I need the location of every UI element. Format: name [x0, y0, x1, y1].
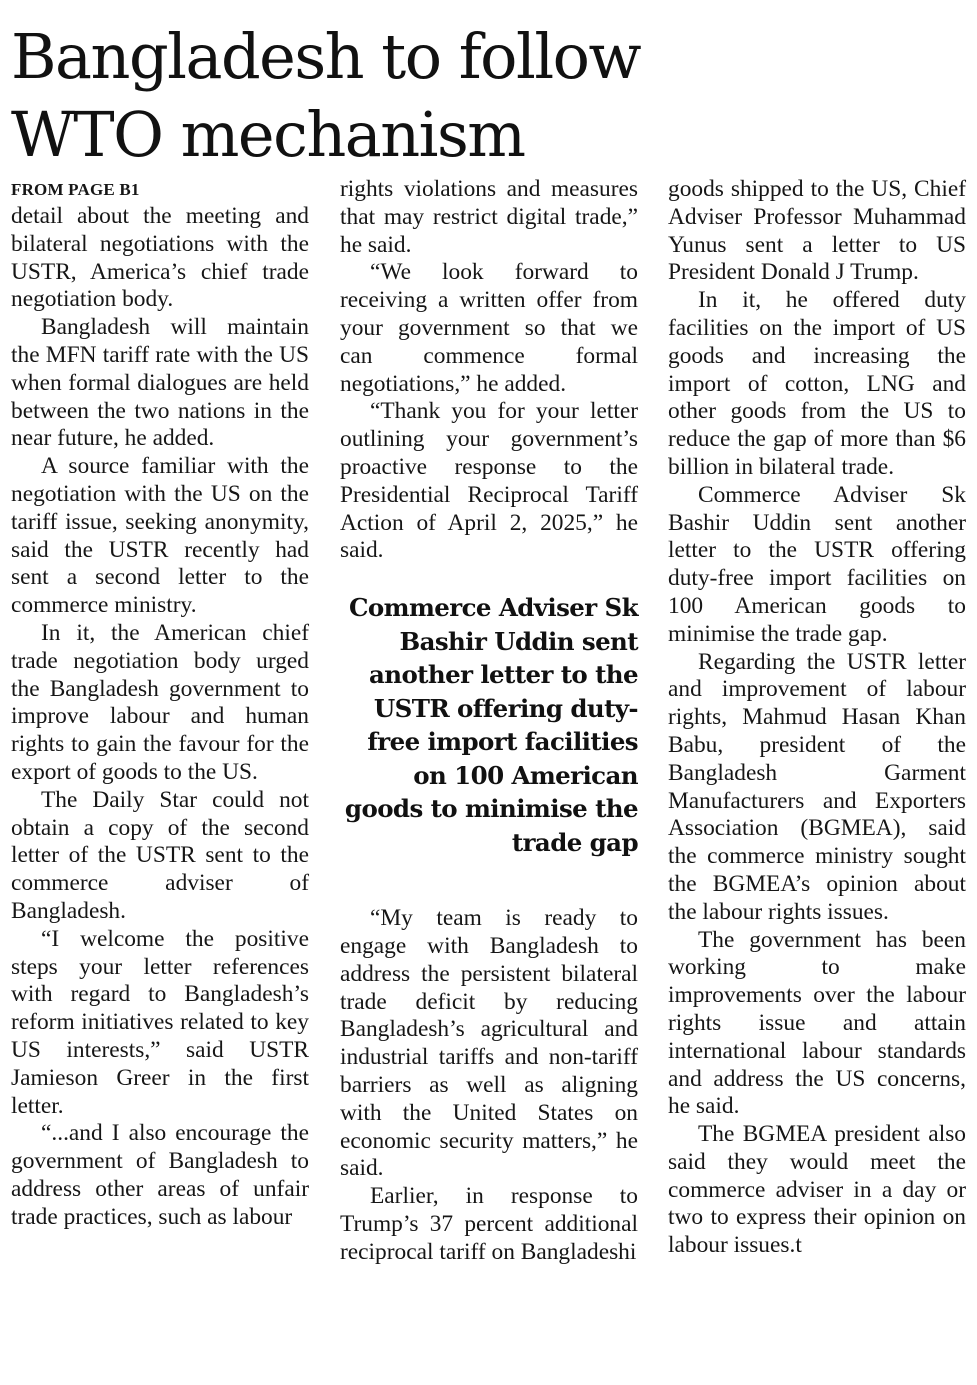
paragraph: “We look forward to receiving a written offer from your government so that we can commence formal negotiations,” he added.: [340, 259, 638, 397]
paragraph: Earlier, in response to Trump’s 37 percent additional reciprocal tariff on Bangladeshi: [340, 1183, 638, 1265]
article-column-2: [340, 176, 638, 1267]
paragraph: Regarding the USTR letter and improvement of labour rights, Mahmud Hasan Khan Babu, president of the Bangladesh Garment Manufacturers and Exporters Association (BGMEA), said the commerce ministry sought the BGMEA’s opinion about the labour rights issues.: [668, 648, 966, 925]
paragraph: goods shipped to the US, Chief Adviser Professor Muhammad Yunus sent a letter to US President Donald J Trump.: [668, 176, 966, 286]
paragraph: detail about the meeting and bilateral negotiations with the USTR, America’s chief trade negotiation body.: [11, 203, 309, 313]
paragraph: The BGMEA president also said they would meet the commerce adviser in a day or two to express their opinion on labour issues.t: [668, 1121, 966, 1259]
paragraph: rights violations and measures that may restrict digital trade,” he said.: [340, 176, 638, 258]
pull-quote: Commerce Adviser Sk Bashir Uddin sent another letter to the USTR offering duty-free import facilities on 100 American goods to minimise the trade gap: [344, 593, 638, 857]
jump-line: FROM PAGE B1: [11, 180, 140, 199]
paragraph: “...and I also encourage the government of Bangladesh to address other areas of unfair trade practices, such as labour: [11, 1120, 309, 1230]
paragraph: Bangladesh will maintain the MFN tariff rate with the US when formal dialogues are held between the two nations in the near future, he added.: [11, 314, 309, 452]
article-column-1: [11, 176, 309, 1231]
paragraph: “I welcome the positive steps your letter references with regard to Bangladesh’s reform initiatives related to key US interests,” said USTR Jamieson Greer in the first letter.: [11, 925, 309, 1119]
headline: Bangladesh to follow WTO mechanism: [11, 20, 641, 171]
paragraph: In it, he offered duty facilities on the import of US goods and increasing the import of cotton, LNG and other goods from the US to reduce the gap of more than $6 billion in bilateral trade.: [668, 287, 966, 480]
paragraph: “Thank you for your letter outlining your government’s proactive response to the Presidential Reciprocal Tariff Action of April 2, 2025,” he said.: [340, 398, 638, 564]
paragraph: The government has been working to make improvements over the labour rights issue and attain international labour standards and address the US concerns, he said.: [668, 926, 966, 1120]
article-column-3: [668, 176, 966, 1260]
paragraph: In it, the American chief trade negotiation body urged the Bangladesh government to improve labour and human rights to gain the favour for the export of goods to the US.: [11, 619, 309, 785]
paragraph: A source familiar with the negotiation with the US on the tariff issue, seeking anonymity, said the USTR recently had sent a second letter to the commerce ministry.: [11, 453, 309, 619]
paragraph: The Daily Star could not obtain a copy of the second letter of the USTR sent to the commerce adviser of Bangladesh.: [11, 786, 309, 924]
paragraph: Commerce Adviser Sk Bashir Uddin sent another letter to the USTR offering duty-free import facilities on 100 American goods to minimise the trade gap.: [668, 481, 966, 647]
paragraph: “My team is ready to engage with Bangladesh to address the persistent bilateral trade deficit by reducing Bangladesh’s agricultural and industrial tariffs and non-tariff barriers as well as aligning with the United States on economic security matters,” he said.: [340, 905, 638, 1182]
